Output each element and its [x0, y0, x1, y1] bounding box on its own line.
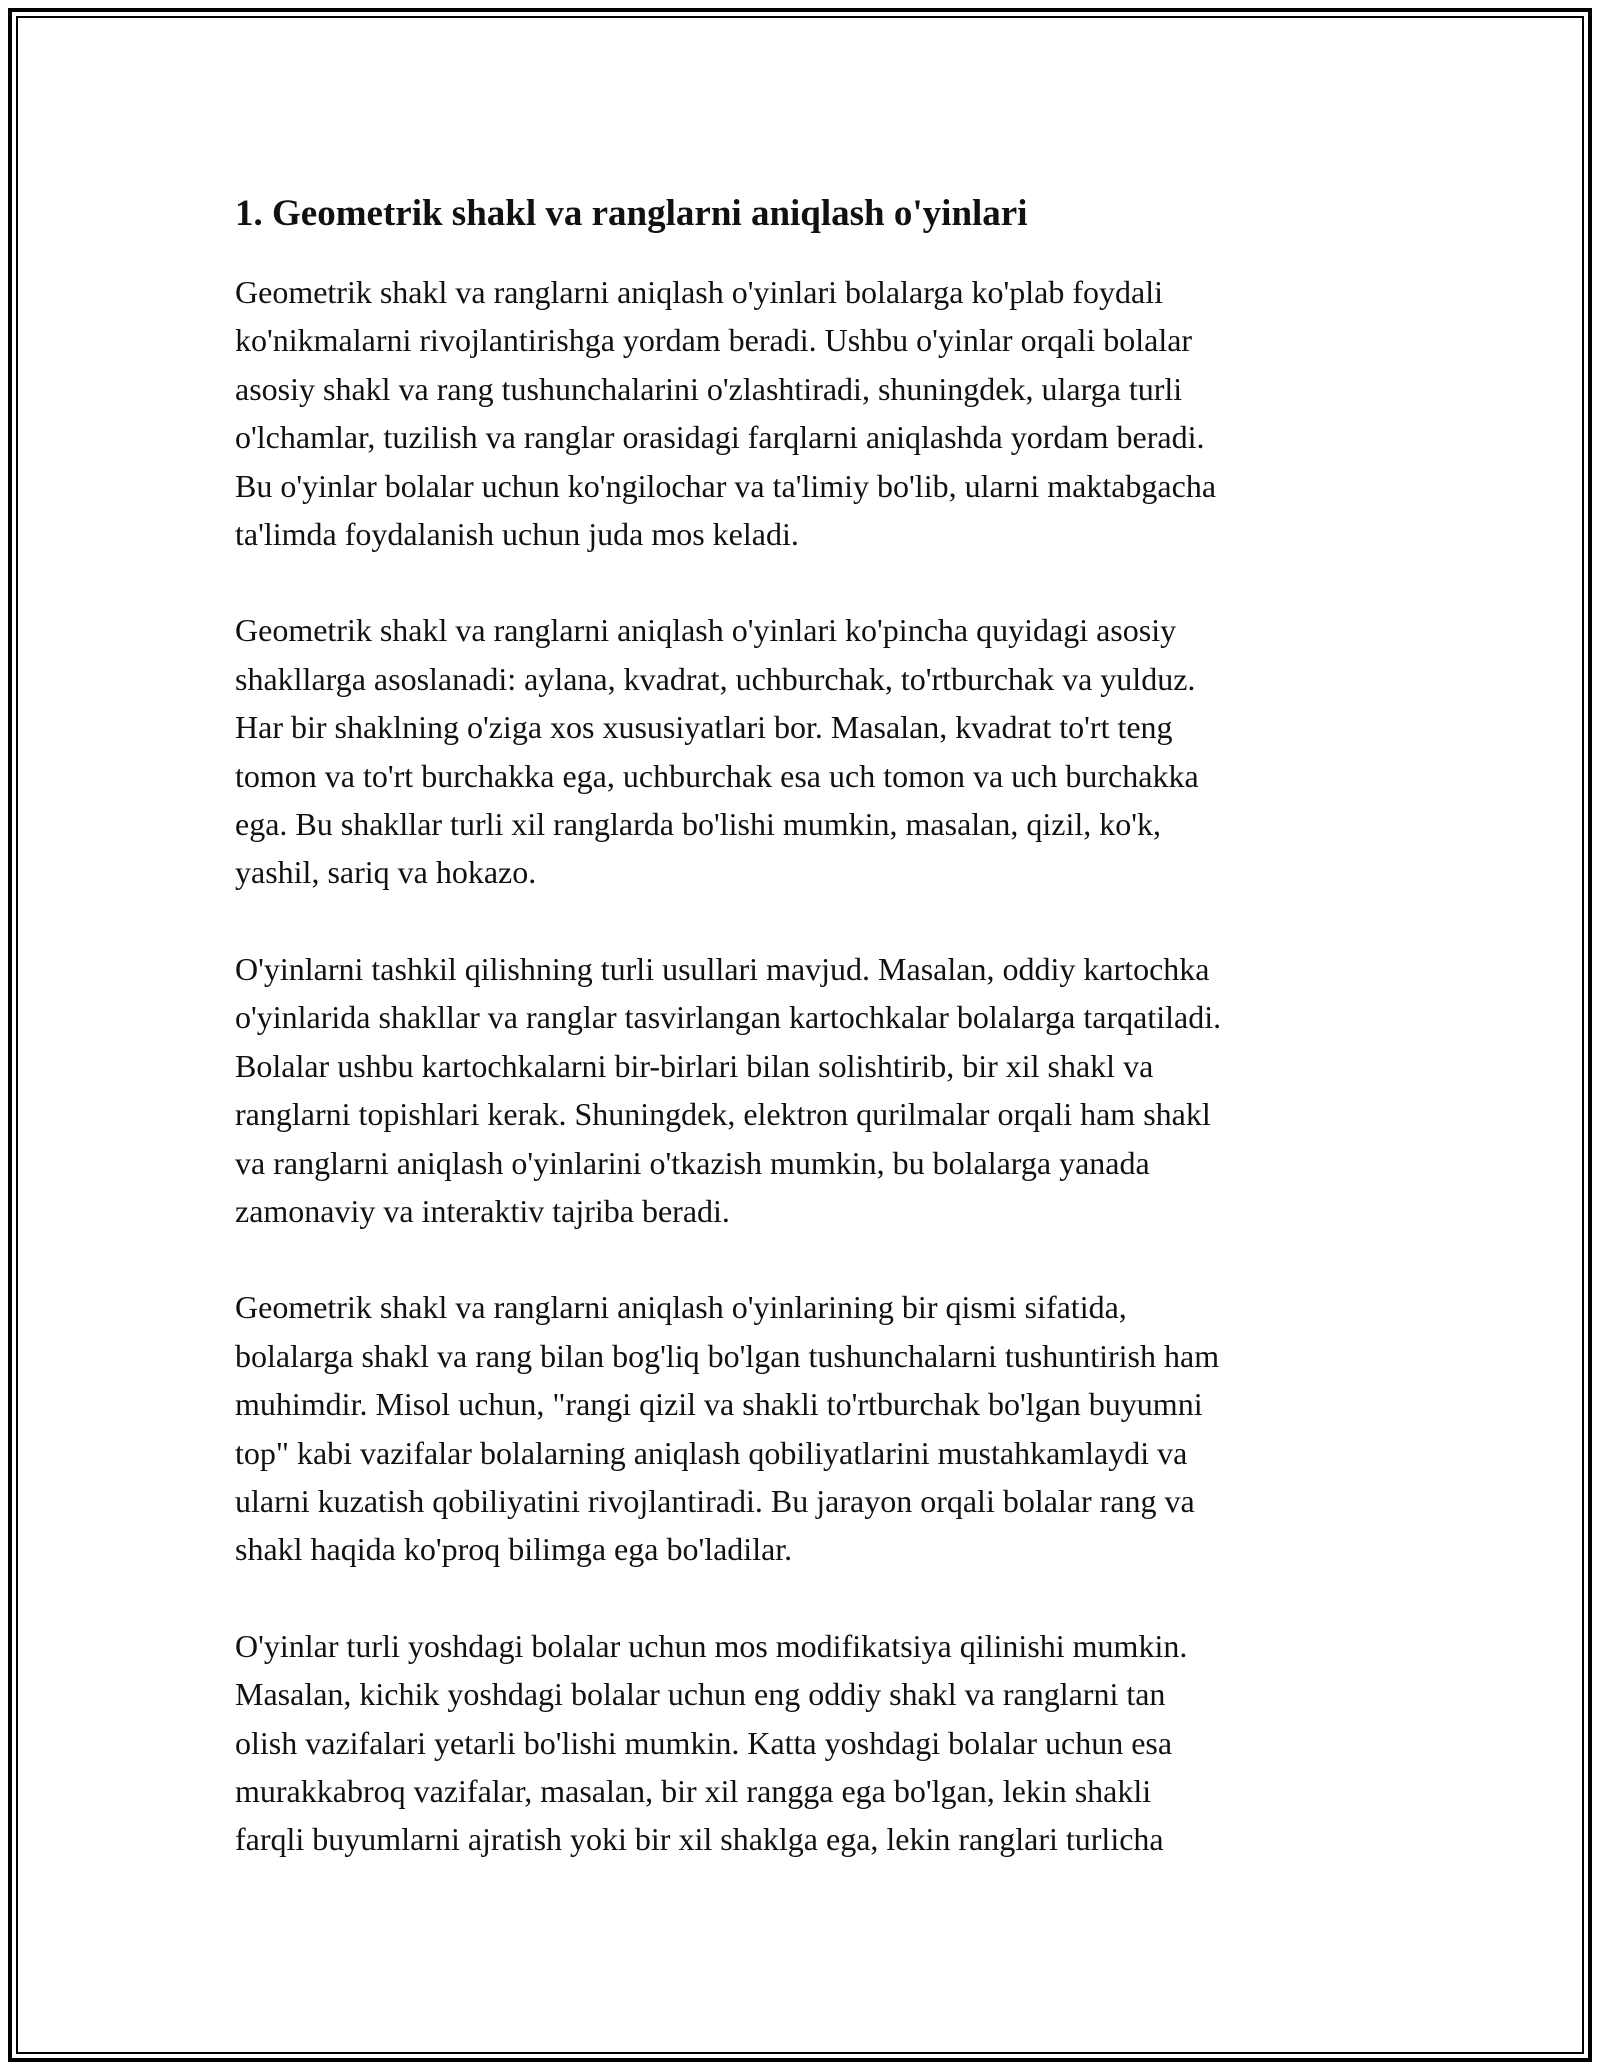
text-line: Bu o'yinlar bolalar uchun ko'ngilochar va ta'limiy bo'lib, ularni maktabgacha — [235, 467, 1217, 504]
text-line: Bolalar ushbu kartochkalarni bir-birlari bilan solishtirib, bir xil shakl va — [235, 1047, 1154, 1084]
text-line: yashil, sariq va hokazo. — [235, 854, 537, 891]
text-line: o'lchamlar, tuzilish va ranglar orasidagi farqlarni aniqlashda yordam beradi. — [235, 419, 1205, 456]
document-body — [235, 186, 1380, 1912]
text-line: Geometrik shakl va ranglarni aniqlash o'yinlari ko'pincha quyidagi asosiy — [235, 612, 1177, 649]
paragraph-3 — [235, 945, 1380, 1235]
text-line: Geometrik shakl va ranglarni aniqlash o'yinlari bolalarga ko'plab foydali — [235, 274, 1163, 310]
text-line: olish vazifalari yetarli bo'lishi mumkin. Katta yoshdagi bolalar uchun esa — [235, 1724, 1173, 1761]
text-line: shakl haqida ko'proq bilimga ega bo'ladilar. — [235, 1531, 793, 1568]
text-line: ta'limda foydalanish uchun juda mos keladi. — [235, 516, 799, 553]
text-line: o'yinlarida shakllar va ranglar tasvirlangan kartochkalar bolalarga tarqatiladi. — [235, 999, 1222, 1036]
text-line: farqli buyumlarni ajratish yoki bir xil shaklga ega, lekin ranglari turlicha — [235, 1821, 1164, 1858]
text-line: Geometrik shakl va ranglarni aniqlash o'yinlarining bir qismi sifatida, — [235, 1289, 1127, 1326]
text-line: ega. Bu shakllar turli xil ranglarda bo'lishi mumkin, masalan, qizil, ko'k, — [235, 806, 1162, 843]
section-heading: 1. Geometrik shakl va ranglarni aniqlash o'yinlari — [235, 193, 1028, 234]
text-line: Masalan, kichik yoshdagi bolalar uchun eng oddiy shakl va ranglarni tan — [235, 1676, 1166, 1713]
text-line: shakllarga asoslanadi: aylana, kvadrat, uchburchak, to'rtburchak va yulduz. — [235, 660, 1196, 697]
text-line: asosiy shakl va rang tushunchalarini o'zlashtiradi, shuningdek, ularga turli — [235, 370, 1183, 407]
text-line: ko'nikmalarni rivojlantirishga yordam beradi. Ushbu o'yinlar orqali bolalar — [235, 322, 1193, 359]
paragraph-1 — [235, 268, 1380, 558]
text-line: O'yinlar turli yoshdagi bolalar uchun mos modifikatsiya qilinishi mumkin. — [235, 1627, 1188, 1664]
text-line: top" kabi vazifalar bolalarning aniqlash qobiliyatlarini mustahkamlaydi va — [235, 1434, 1188, 1471]
paragraph-4 — [235, 1283, 1380, 1573]
text-line: bolalarga shakl va rang bilan bog'liq bo'lgan tushunchalarni tushuntirish ham — [235, 1337, 1220, 1374]
text-line: O'yinlarni tashkil qilishning turli usullari mavjud. Masalan, oddiy kartochka — [235, 950, 1210, 987]
paragraph-5 — [235, 1622, 1380, 1864]
text-line: tomon va to'rt burchakka ega, uchburchak esa uch tomon va uch burchakka — [235, 757, 1199, 794]
paragraph-2 — [235, 606, 1380, 896]
text-line: ularni kuzatish qobiliyatini rivojlantiradi. Bu jarayon orqali bolalar rang va — [235, 1482, 1195, 1519]
text-line: muhimdir. Misol uchun, "rangi qizil va shakli to'rtburchak bo'lgan buyumni — [235, 1386, 1203, 1423]
text-line: va ranglarni aniqlash o'yinlarini o'tkazish mumkin, bu bolalarga yanada — [235, 1144, 1150, 1181]
text-line: zamonaviy va interaktiv tajriba beradi. — [235, 1192, 730, 1229]
text-line: ranglarni topishlari kerak. Shuningdek, elektron qurilmalar orqali ham shakl — [235, 1096, 1211, 1133]
text-line: Har bir shaklning o'ziga xos xususiyatlari bor. Masalan, kvadrat to'rt teng — [235, 709, 1173, 746]
text-line: murakkabroq vazifalar, masalan, bir xil rangga ega bo'lgan, lekin shakli — [235, 1772, 1152, 1809]
